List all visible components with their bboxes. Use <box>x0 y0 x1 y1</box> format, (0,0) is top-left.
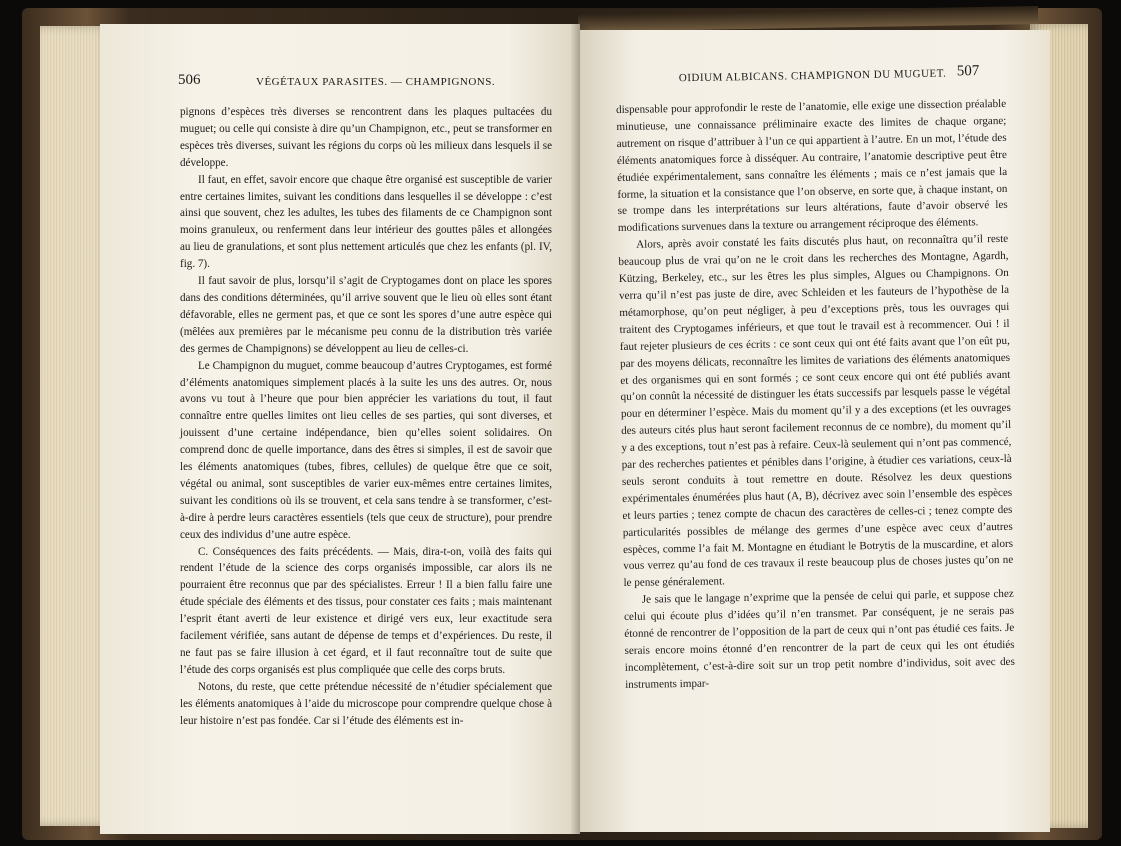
paragraph: Notons, du reste, que cette prétendue nécessité de n’étudier spécialement que les éléments anatomiques à l’aide du microscope pour comprendre quelque chose à leur histoire n’est pas fondée. Car si l’étude des éléments est in- <box>180 680 552 727</box>
running-header: VÉGÉTAUX PARASITES. — CHAMPIGNONS. <box>256 76 496 88</box>
paragraph: pignons d’espèces très diverses se rencontrent dans les plaques pultacées du muguet; ou celle qui consiste à dire qu’un Champignon, etc., peut se transformer en espèces très diverses, suivant les régions du corps où les milieux dans lesquels il se développe. <box>180 106 552 169</box>
left-page <box>100 24 580 834</box>
paragraph: Le Champignon du muguet, comme beaucoup d’autres Cryptogames, est formé d’éléments anatomiques simplement placés à la suite les uns des autres. Or, nous avons vu tout à l’heure que pour bien apprécier les variations du tout, il faut connaître entre quelles limites ont lieu celles de ses parties, qui sont diverses, et jouissent d’une certaine indépendance, bien qu’elles soient solidaires. On comprend donc de quelle importance, dans des êtres si simples, il est de savoir que les éléments anatomiques (tubes, fibres, cellules) de quelque être que ce soit, végétal ou animal, sont susceptibles de varier eux-mêmes entre certaines limites, suivant les conditions où ils se trouvent, et cela sans tendre à se transformer, c’est-à-dire à perdre leurs caractères essentiels (tels que ceux de structure), pour prendre ceux des individus d’une autre espèce. <box>180 359 552 541</box>
page-number: 506 <box>178 72 201 88</box>
paragraph: Il faut, en effet, savoir encore que chaque être organisé est susceptible de varier entre certaines limites, suivant les conditions dans lesquelles il se développe : c’est ainsi que souvent, chez les adultes, les tubes des filaments de ce Champignon sont moins granuleux, ou renferment dans leur intérieur des gouttes pâles et allongées au lieu de granulations, et sont plus nettement articulés que chez les enfants (pl. IV, fig. 7). <box>180 173 552 271</box>
paragraph: C. Conséquences des faits précédents. — Mais, dira-t-on, voilà des faits qui rendent l’étude de la science des corps organisés impossible, car alors ils ne pourraient être reconnus que par des spécialistes. Erreur ! Il a bien fallu faire une étude spéciale des éléments et des tissus, pour constater ces faits ; mais maintenant l’esprit étant averti de leur existence et dirigé vers eux, leur exactitude sera facilement vérifiée, sans autant de dépense de temps et d’expériences. Du reste, il ne faut pas se faire illusion à cet égard, et il faut reconnaître tout de suite que l’étude des corps organisés est plus compliquée que celle des corps bruts. <box>180 545 552 676</box>
paragraph: dispensable pour approfondir le reste de l’anatomie, elle exige une dissection préalable minutieuse, une connaissance préliminaire exacte des limites de chaque organe; autrement on risque d’attribuer à l’un ce qui appartient à l’autre. En un mot, l’étude des éléments anatomiques force à disséquer. Au contraire, l’anatomie descriptive peut être étudiée expérimentalement, sans connaître les éléments ; mais ce n’est jamais que la forme, la situation et la consistance que l’on observe, en sorte que, à chaque instant, on se trompe dans les interprétations sur leurs altérations, faute d’avoir observé les modifications survenues dans la texture ou arrangement réciproque des éléments. <box>616 97 1008 235</box>
running-header: OIDIUM ALBICANS. CHAMPIGNON DU MUGUET. <box>678 67 947 85</box>
page-number: 507 <box>956 63 980 80</box>
page-body <box>616 96 1015 694</box>
page-body <box>180 104 552 730</box>
right-page <box>580 30 1050 832</box>
paragraph: Alors, après avoir constaté les faits discutés plus haut, on reconnaîtra qu’il reste beaucoup plus de vrai qu’on ne le croit dans les recherches des Montagne, Agardh, Kützing, Berkeley, etc., sur les êtres les plus simples, Algues ou Champignons. On verra qu’il n’est pas juste de dire, avec Schleiden et les fauteurs de l’hypothèse de la métamorphose, qu’on peut négliger, à peu d’exceptions près, tous les ouvrages qui traitent des Cryptogames inférieurs, et que tout le travail est à recommencer. Oui ! il faut rejeter plusieurs de ces écrits : ce sont ceux qui ont été faits avant que l’on eût pu, par des moyens délicats, reconnaître les limites de variations des éléments anatomiques et des organismes qui en sont formés ; ce sont ceux encore qui ont été publiés avant qu’on connût la nécessité de distinguer les états successifs par lesquels passe le végétal pour en déterminer l’espèce. Mais du moment qu’il y a des exceptions (et les ouvrages des auteurs cités plus haut seront facilement reconnus de ce nombre), du moment qu’il y a des exceptions, tout n’est pas à refaire. Ceux-là seulement qui n’ont pas commencé, par des recherches patientes et pénibles dans l’origine, à étudier ces variations, ceux-là seuls seront conduits à tout remettre en doute. Résolvez les deux questions expérimentales énumérées plus haut (A, B), décrivez avec soin l’ensemble des espèces et leurs parties ; tenez compte de chacun des caractères de celles-ci ; tenez compte des particularités possibles de mélange des germes d’une espèce avec ceux d’autres espèces, comme l’a fait M. Montagne en étudiant le Botrytis de la muscardine, et alors vous verrez qu’au fond de ces travaux il reste beaucoup plus de choses justes qu’on ne le pense généralement. <box>618 233 1014 590</box>
paragraph: Je sais que le langage n’exprime que la pensée de celui qui parle, et suppose chez celui qui écoute plus d’idées qu’il n’en transmet. Par conséquent, je ne serais pas étonné de rencontrer de l’opposition de la part de ceux qui n’ont pas étudié ces faits. Je serais encore moins étonné d’en rencontrer de la part de ceux qui les ont étudiés incomplètement, c’est-à-dire soit sur un trop petit nombre d’individus, soit avec des instruments impar- <box>623 588 1015 691</box>
paragraph: Il faut savoir de plus, lorsqu’il s’agit de Cryptogames dont on place les spores dans des conditions déterminées, qu’il arrive souvent que le lieu où elles sont étant défavorable, elles ne germent pas, et que ce sont les spores d’une autre espèce qui (mêlées aux premières par le mécanisme peu connu de la distribution très variée des germes de Champignons) se développent au lieu de celles-ci. <box>180 275 552 355</box>
